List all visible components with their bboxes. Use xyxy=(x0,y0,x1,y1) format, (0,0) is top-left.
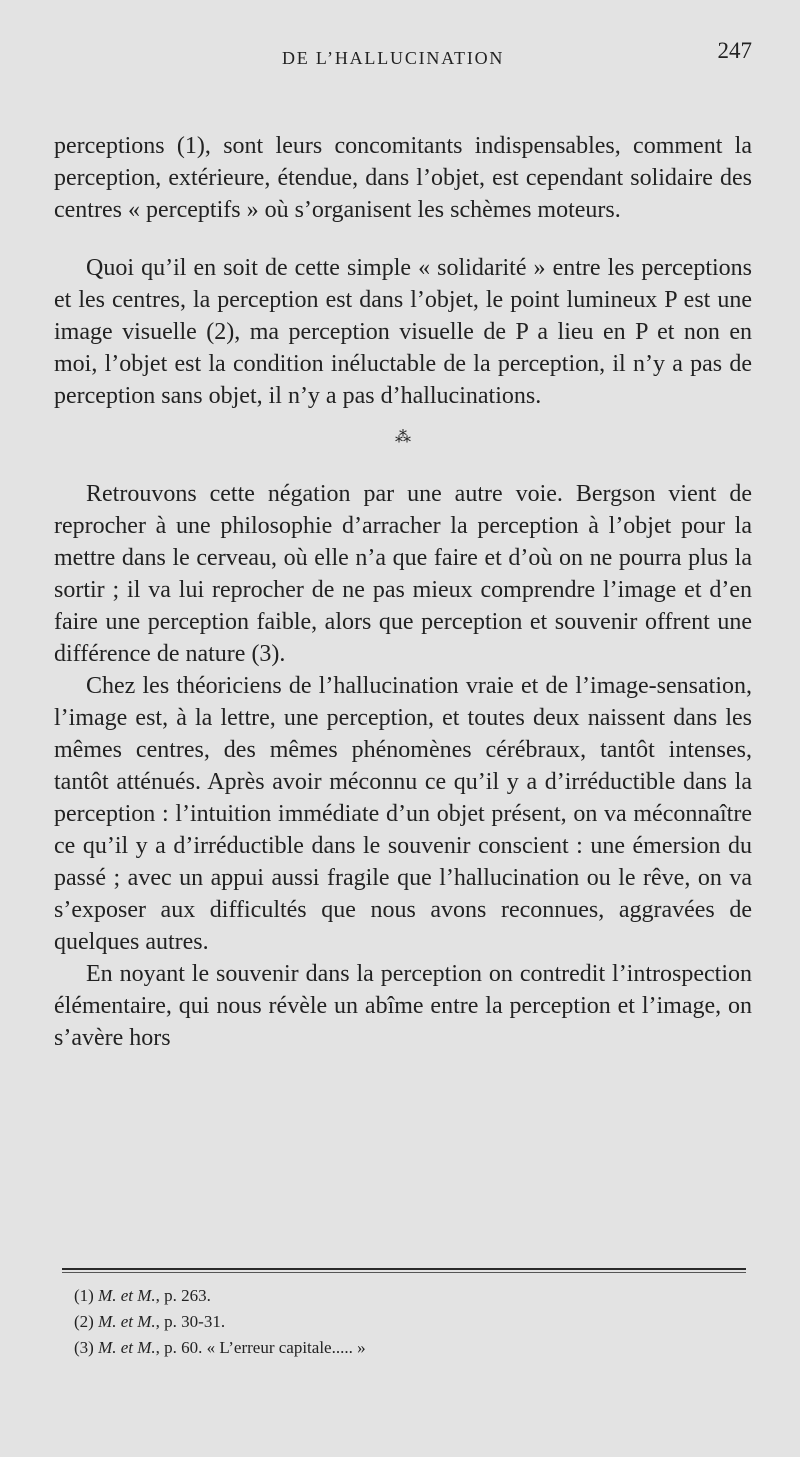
footnote-mark: (1) xyxy=(74,1286,94,1305)
paragraph: Quoi qu’il en soit de cette simple « solidarité » entre les perceptions et les centres, la perception est dans l’objet, le point lumineux P est une image visuelle (2), ma perception visuelle de P a lieu en P et non en moi, l’objet est la condition inéluctable de la perception, il n’y a pas de perception sans objet, il n’y a pas d’hallucinations. xyxy=(54,255,752,409)
footnote-mark: (2) xyxy=(74,1312,94,1331)
footnote-source: M. et M. xyxy=(98,1338,156,1357)
footnote-rule xyxy=(62,1268,746,1273)
page-number: 247 xyxy=(717,38,752,63)
footnote xyxy=(74,1335,754,1361)
footnotes xyxy=(74,1283,754,1361)
main-text xyxy=(54,130,752,1054)
running-head xyxy=(54,38,752,78)
footnote-source: M. et M. xyxy=(98,1286,156,1305)
footnote-text: , p. 30-31. xyxy=(155,1312,226,1331)
paragraph-spacer xyxy=(54,226,752,252)
paragraph: Chez les théoriciens de l’hallucination vraie et de l’image-sensation, l’image est, à la lettre, une perception, et toutes deux naissent dans les mêmes centres, des mêmes phénomènes cérébraux, tantôt intenses, tantôt atténués. Après avoir méconnu ce qu’il y a d’irréductible dans la perception : l’intuition immédiate d’un objet présent, on va méconnaître ce qu’il y a d’irréductible dans le souvenir conscient : une émersion du passé ; avec un appui aussi fragile que l’hallucination ou le rêve, on va s’exposer aux difficultés que nous avons reconnues, aggravées de quelques autres. xyxy=(54,673,752,955)
footnote-mark: (3) xyxy=(74,1338,94,1357)
footnote-text: , p. 263. xyxy=(155,1286,211,1305)
running-title: DE L’HALLUCINATION xyxy=(282,48,505,68)
paragraph: Retrouvons cette négation par une autre voie. Bergson vient de reprocher à une philosophie d’arracher la perception à l’objet pour la mettre dans le cerveau, où elle n’a que faire et d’où on ne pourra plus la sortir ; il va lui reprocher de ne pas mieux comprendre l’image et d’en faire une perception faible, alors que perception et souvenir offrent une différence de nature (3). xyxy=(54,481,752,667)
footnote xyxy=(74,1283,754,1309)
footnote-source: M. et M. xyxy=(98,1312,156,1331)
footnote-text: , p. 60. « L’erreur capitale..... » xyxy=(155,1338,366,1357)
paragraph: En noyant le souvenir dans la perception on contredit l’introspection élémentaire, qui nous révèle un abîme entre la perception et l’image, on s’avère hors xyxy=(54,961,752,1051)
footnote xyxy=(74,1309,754,1335)
paragraph-continuation: perceptions (1), sont leurs concomitants indispensables, comment la perception, extérieure, étendue, dans l’objet, est cependant solidaire des centres « perceptifs » où s’organisent les schèmes moteurs. xyxy=(54,133,752,223)
section-ornament: ⁂ xyxy=(395,429,411,446)
